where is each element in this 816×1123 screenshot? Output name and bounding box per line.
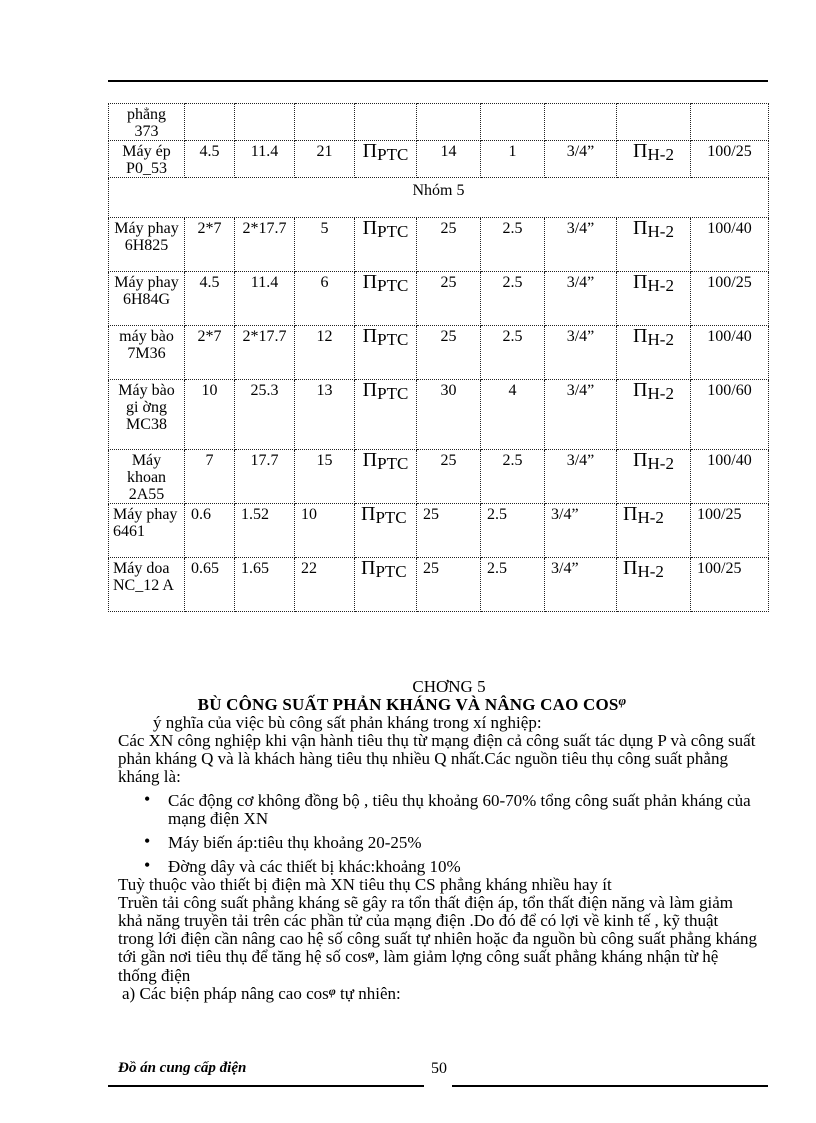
fuse-rating-cell: 100/60 (691, 380, 769, 450)
pi-symbol: П (361, 557, 376, 579)
fuse-rating-cell: 100/25 (691, 141, 769, 178)
wire-size-cell: 2.5 (481, 450, 545, 504)
power-cell: 4.5 (185, 141, 235, 178)
current-cell: 11.4 (235, 141, 295, 178)
table-row (109, 380, 769, 450)
current-cell: 2*17.7 (235, 218, 295, 272)
paragraph-3 (118, 894, 758, 985)
pipe-size-cell: 3/4” (545, 504, 617, 558)
symbol-subscript: PTC (377, 276, 409, 295)
box-type-cell (617, 218, 691, 272)
equipment-name: Máy doa NC_12 A (109, 558, 185, 612)
power-cell: 4.5 (185, 272, 235, 326)
fuse-rating-cell: 100/40 (691, 450, 769, 504)
cross-section-cell: 25 (417, 504, 481, 558)
symbol-subscript: H-2 (647, 384, 674, 403)
pipe-size-cell: 3/4” (545, 141, 617, 178)
wire-size-cell: 2.5 (481, 558, 545, 612)
pi-symbol: П (362, 325, 378, 347)
table-row (109, 450, 769, 504)
table-row (109, 218, 769, 272)
equipment-name: Máy phay 6H84G (109, 272, 185, 326)
cross-section-cell: 14 (417, 141, 481, 178)
paragraph-3-text: Truền tải công suất phẳng kháng sẽ gây ra tổn thất điện áp, tổn thất điện năng và làm giảm khả năng truyền tải trên các phần tử của mạng điện .Do đó để có lợi về kinh tế , kỹ thuật trong lới điện cần nâng cao hệ số công suất tự nhiên hoặc đa nguồn bù công suất phẳng kháng tới gần nơi tiêu thụ để tăng hệ số cos (118, 893, 758, 966)
phi-symbol: φ (367, 947, 375, 961)
pi-symbol: П (362, 271, 378, 293)
group-label: Nhóm 5 (109, 178, 769, 218)
symbol-subscript: H-2 (647, 454, 674, 473)
fuse-rating-cell: 100/40 (691, 326, 769, 380)
equipment-name: Máy khoan 2A55 (109, 450, 185, 504)
group-row (109, 178, 769, 218)
wire-size-cell: 2.5 (481, 218, 545, 272)
equipment-name: Máy bào gi ờng MC38 (109, 380, 185, 450)
fuse-rating-cell: 100/25 (691, 272, 769, 326)
box-type-cell (617, 104, 691, 141)
box-type-cell (617, 272, 691, 326)
box-type-cell (617, 326, 691, 380)
chapter-title-text: BÙ CÔNG SUẤT PHẢN KHÁNG VÀ NÂNG CAO COS (197, 695, 619, 714)
current-cell: 25.3 (235, 380, 295, 450)
symbol-subscript: H-2 (647, 145, 674, 164)
equipment-name: Máy ép P0_53 (109, 141, 185, 178)
box-type-cell (617, 558, 691, 612)
box-type-cell (617, 141, 691, 178)
pi-symbol: П (362, 379, 378, 401)
fuse-rating-cell: 100/25 (691, 504, 769, 558)
pi-symbol: П (633, 140, 648, 162)
paragraph-1: Các XN công nghiệp khi vận hành tiêu thụ từ mạng điện cả công suất tác dụng P và công suất phản kháng Q và là khách hàng tiêu thụ nhiều Q nhất.Các nguồn tiêu thụ công suất phẳng kháng là: (118, 731, 756, 786)
table-row (109, 141, 769, 178)
page-number: 50 (431, 1060, 447, 1077)
intro-line: ý nghĩa của việc bù công sất phản kháng trong xí nghiệp: (153, 713, 542, 732)
pi-symbol: П (623, 557, 638, 579)
cable-type-cell (355, 450, 417, 504)
position-cell: 15 (295, 450, 355, 504)
phi-symbol: φ (328, 984, 336, 998)
fuse-rating-cell (691, 104, 769, 141)
bullet-icon: • (144, 855, 151, 875)
footer-rule-left (108, 1085, 424, 1087)
subsection-a (118, 985, 758, 1004)
position-cell: 12 (295, 326, 355, 380)
bullet-list (118, 789, 758, 876)
wire-size-cell: 2.5 (481, 326, 545, 380)
pi-symbol: П (633, 449, 648, 471)
pipe-size-cell: 3/4” (545, 558, 617, 612)
equipment-name: Máy phay 6H825 (109, 218, 185, 272)
power-cell: 0.65 (185, 558, 235, 612)
pi-symbol: П (633, 217, 648, 239)
power-cell: 0.6 (185, 504, 235, 558)
cable-type-cell (355, 218, 417, 272)
wire-size-cell: 4 (481, 380, 545, 450)
wire-size-cell (481, 104, 545, 141)
header-rule (108, 80, 768, 82)
cable-type-cell (355, 380, 417, 450)
pi-symbol: П (362, 140, 378, 162)
current-cell: 17.7 (235, 450, 295, 504)
pi-symbol: П (362, 449, 378, 471)
wire-size-cell: 1 (481, 141, 545, 178)
pi-symbol: П (361, 503, 376, 525)
power-cell: 2*7 (185, 326, 235, 380)
pipe-size-cell: 3/4” (545, 380, 617, 450)
footer-rule-right (452, 1085, 768, 1087)
power-cell: 10 (185, 380, 235, 450)
chapter-number: CHƠNG 5 (412, 677, 486, 696)
symbol-subscript: PTC (375, 508, 407, 527)
position-cell: 21 (295, 141, 355, 178)
symbol-subscript: H-2 (647, 276, 674, 295)
equipment-name: máy bào 7M36 (109, 326, 185, 380)
chapter-heading (0, 678, 816, 714)
pi-symbol: П (633, 271, 648, 293)
symbol-subscript: PTC (377, 454, 409, 473)
equipment-name: Máy phay 6461 (109, 504, 185, 558)
position-cell: 13 (295, 380, 355, 450)
paragraph-3-text-end: , làm giảm lợng công suất phẳng kháng nhận từ hệ thống điện (118, 947, 719, 985)
chapter-title (0, 693, 816, 714)
pi-symbol: П (362, 217, 378, 239)
wire-size-cell: 2.5 (481, 504, 545, 558)
list-item-text: Máy biến áp:tiêu thụ khoảng 20-25% (168, 833, 422, 852)
cable-type-cell (355, 326, 417, 380)
table-row (109, 326, 769, 380)
pipe-size-cell (545, 104, 617, 141)
cable-type-cell (355, 104, 417, 141)
table-row (109, 558, 769, 612)
bullet-icon: • (144, 831, 151, 851)
box-type-cell (617, 450, 691, 504)
phi-symbol: φ (618, 693, 627, 708)
symbol-subscript: H-2 (647, 222, 674, 241)
pipe-size-cell: 3/4” (545, 272, 617, 326)
table-row (109, 272, 769, 326)
pi-symbol: П (623, 503, 638, 525)
current-cell: 11.4 (235, 272, 295, 326)
table-body (109, 104, 769, 612)
cross-section-cell: 25 (417, 558, 481, 612)
cable-type-cell (355, 272, 417, 326)
position-cell: 6 (295, 272, 355, 326)
footer-title: Đồ án cung cấp điện (118, 1060, 247, 1076)
list-item-text: Các động cơ không đồng bộ , tiêu thụ khoảng 60-70% tổng công suất phản kháng của mạng điện XN (168, 791, 751, 828)
current-cell (235, 104, 295, 141)
cable-type-cell (355, 504, 417, 558)
equipment-table (108, 103, 769, 612)
power-cell: 2*7 (185, 218, 235, 272)
fuse-rating-cell: 100/25 (691, 558, 769, 612)
position-cell: 10 (295, 504, 355, 558)
position-cell (295, 104, 355, 141)
chapter-body (118, 714, 758, 1004)
pi-symbol: П (633, 379, 648, 401)
symbol-subscript: PTC (377, 384, 409, 403)
cross-section-cell: 25 (417, 450, 481, 504)
pipe-size-cell: 3/4” (545, 326, 617, 380)
symbol-subscript: PTC (375, 562, 407, 581)
cable-type-cell (355, 141, 417, 178)
pi-symbol: П (633, 325, 648, 347)
current-cell: 2*17.7 (235, 326, 295, 380)
power-cell: 7 (185, 450, 235, 504)
cable-type-cell (355, 558, 417, 612)
box-type-cell (617, 504, 691, 558)
list-item (118, 855, 758, 876)
cross-section-cell: 25 (417, 272, 481, 326)
subsection-a-text: a) Các biện pháp nâng cao cos (122, 984, 329, 1003)
list-item-text: Đờng dây và các thiết bị khác:khoảng 10% (168, 857, 461, 876)
symbol-subscript: PTC (377, 330, 409, 349)
cross-section-cell: 30 (417, 380, 481, 450)
symbol-subscript: PTC (377, 145, 409, 164)
symbol-subscript: H-2 (647, 330, 674, 349)
cross-section-cell: 25 (417, 326, 481, 380)
subsection-a-text-end: tự nhiên: (340, 984, 401, 1003)
paragraph-2: Tuỳ thuộc vào thiết bị điện mà XN tiêu thụ CS phẳng kháng nhiều hay ít (118, 875, 612, 894)
table-row (109, 104, 769, 141)
equipment-name: phẳng 373 (109, 104, 185, 141)
fuse-rating-cell: 100/40 (691, 218, 769, 272)
position-cell: 22 (295, 558, 355, 612)
symbol-subscript: H-2 (637, 508, 664, 527)
position-cell: 5 (295, 218, 355, 272)
power-cell (185, 104, 235, 141)
bullet-icon: • (144, 789, 151, 809)
box-type-cell (617, 380, 691, 450)
cross-section-cell (417, 104, 481, 141)
cross-section-cell: 25 (417, 218, 481, 272)
symbol-subscript: H-2 (637, 562, 664, 581)
pipe-size-cell: 3/4” (545, 218, 617, 272)
list-item (118, 789, 758, 828)
current-cell: 1.65 (235, 558, 295, 612)
symbol-subscript: PTC (377, 222, 409, 241)
current-cell: 1.52 (235, 504, 295, 558)
pipe-size-cell: 3/4” (545, 450, 617, 504)
table-row (109, 504, 769, 558)
list-item (118, 831, 758, 852)
wire-size-cell: 2.5 (481, 272, 545, 326)
